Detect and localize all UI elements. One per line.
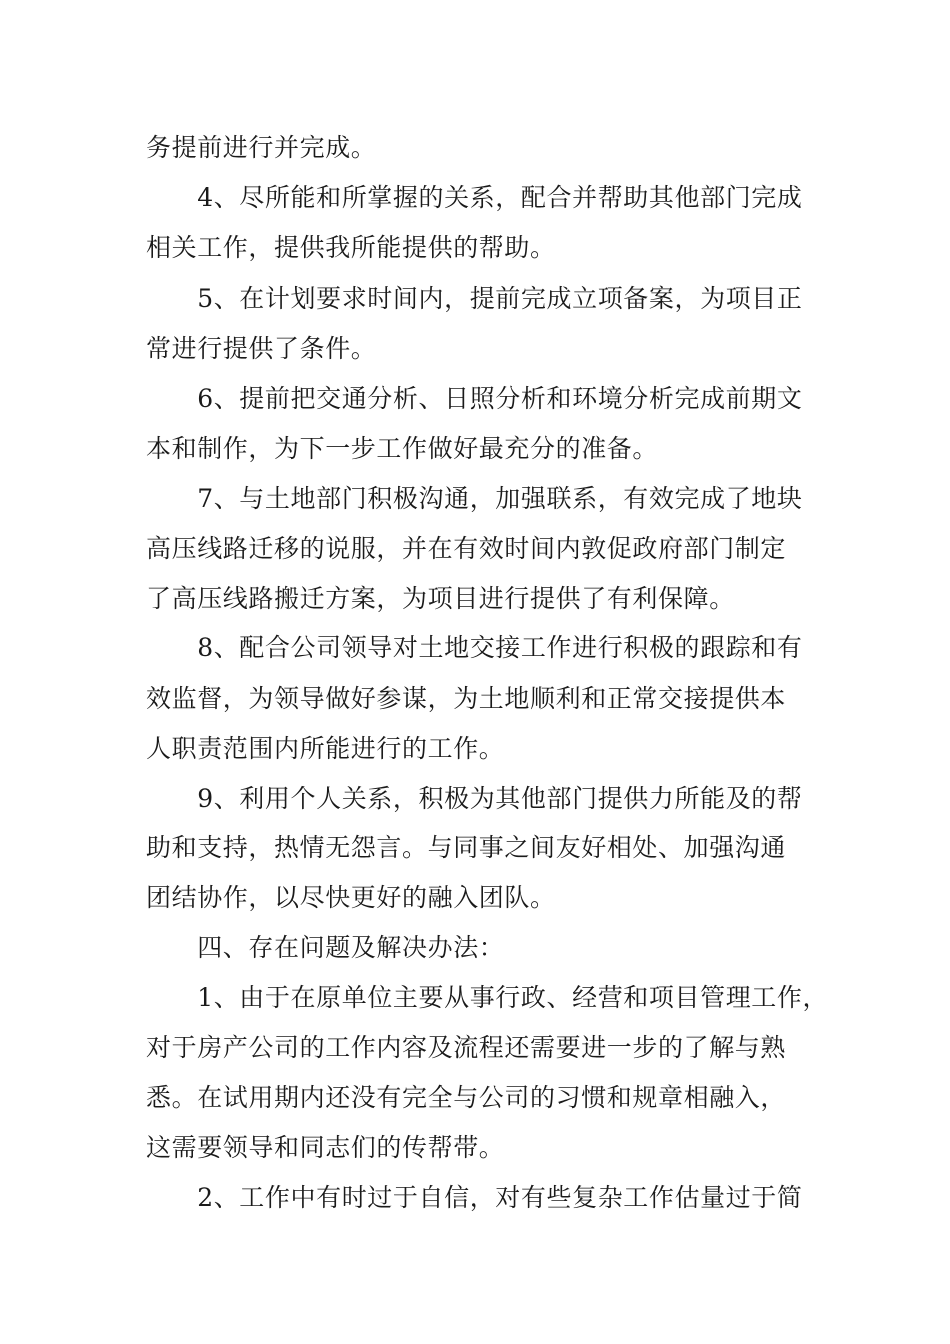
text-line: 人职责范围内所能进行的工作。 <box>146 734 505 763</box>
text-line: 8、配合公司领导对土地交接工作进行积极的跟踪和有 <box>146 633 803 662</box>
text-line: 相关工作，提供我所能提供的帮助。 <box>146 233 556 262</box>
text-line: 高压线路迁移的说服，并在有效时间内敦促政府部门制定 <box>146 534 787 563</box>
text-line: 7、与土地部门积极沟通，加强联系，有效完成了地块 <box>146 484 803 513</box>
text-line: 对于房产公司的工作内容及流程还需要进一步的了解与熟 <box>146 1033 787 1062</box>
text-line: 2、工作中有时过于自信，对有些复杂工作估量过于简 <box>146 1183 803 1212</box>
text-line: 了高压线路搬迁方案，为项目进行提供了有利保障。 <box>146 584 735 613</box>
text-line: 1、由于在原单位主要从事行政、经营和项目管理工作， <box>146 983 829 1012</box>
text-line: 这需要领导和同志们的传帮带。 <box>146 1133 505 1162</box>
section-heading: 四、存在问题及解决办法： <box>146 933 505 962</box>
text-line: 本和制作，为下一步工作做好最充分的准备。 <box>146 434 659 463</box>
text-line: 4、尽所能和所掌握的关系，配合并帮助其他部门完成 <box>146 183 803 212</box>
text-line: 悉。在试用期内还没有完全与公司的习惯和规章相融入， <box>146 1083 787 1112</box>
text-line: 6、提前把交通分析、日照分析和环境分析完成前期文 <box>146 384 803 413</box>
text-line: 9、利用个人关系，积极为其他部门提供力所能及的帮 <box>146 784 803 813</box>
text-line: 务提前进行并完成。 <box>146 133 377 162</box>
text-line: 常进行提供了条件。 <box>146 334 377 363</box>
text-line: 5、在计划要求时间内，提前完成立项备案，为项目正 <box>146 284 803 313</box>
text-line: 效监督，为领导做好参谋，为土地顺利和正常交接提供本 <box>146 684 787 713</box>
text-line: 团结协作，以尽快更好的融入团队。 <box>146 883 556 912</box>
text-line: 助和支持，热情无怨言。与同事之间友好相处、加强沟通 <box>146 833 787 862</box>
